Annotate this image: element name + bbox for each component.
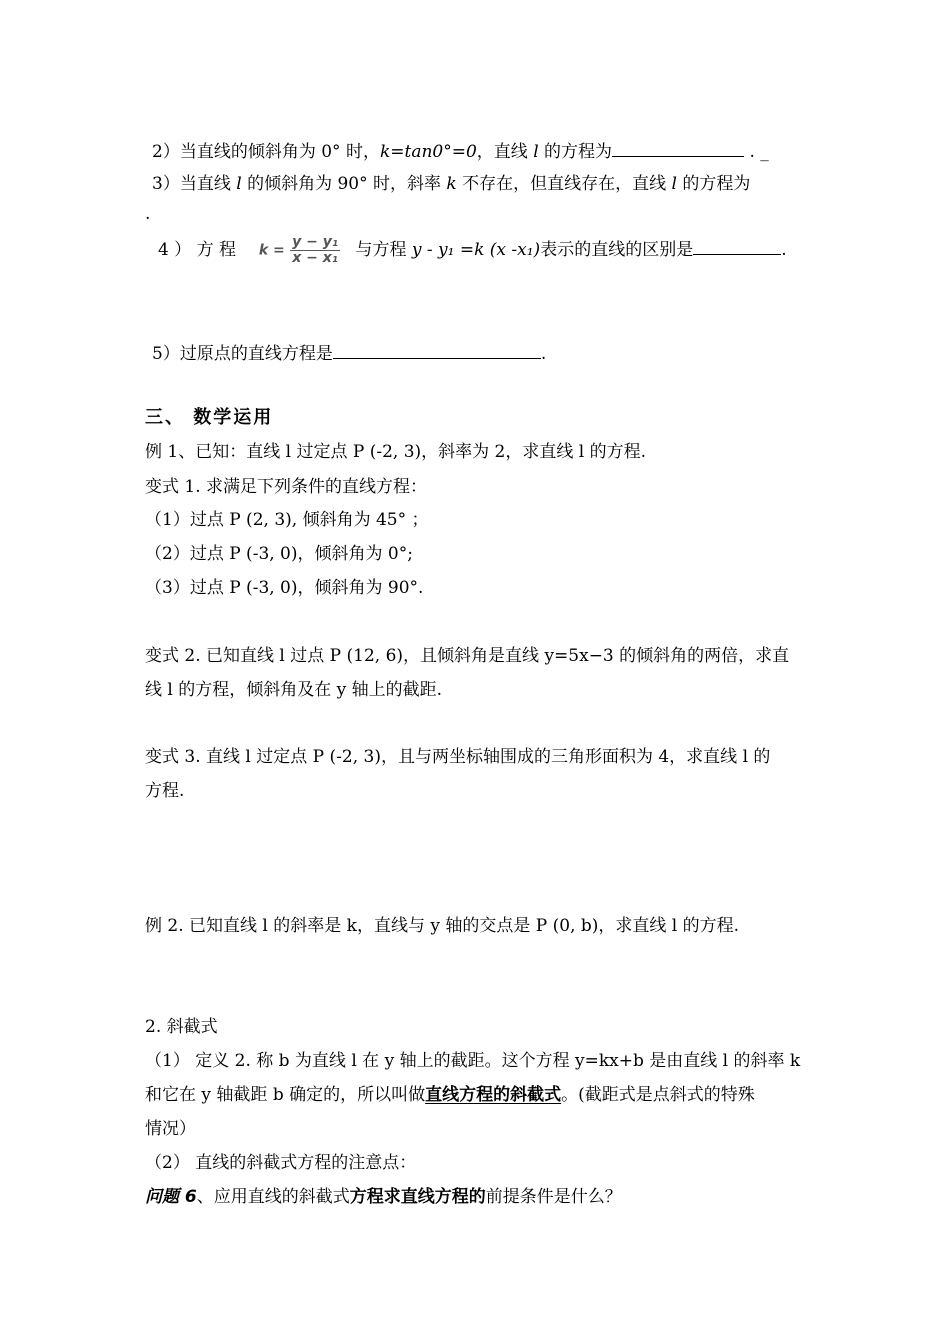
item-3: 3）当直线 l 的倾斜角为 90° 时，斜率 k 不存在，但直线存在，直线 l 的方程为 — [152, 174, 751, 194]
variant-1-b: （2）过点 P (-3, 0)，倾斜角为 0°; — [145, 544, 413, 564]
note-title: （2） 直线的斜截式方程的注意点： — [145, 1153, 417, 1173]
term-slope-intercept: 直线方程的斜截式 — [425, 1085, 562, 1105]
item-5: 5）过原点的直线方程是 . — [152, 340, 546, 366]
item-2: 2）当直线的倾斜角为 0° 时，k=tan0°=0，直线 l 的方程为 . _ — [152, 138, 769, 164]
variant-2-line-1: 变式 2. 已知直线 l 过点 P (12, 6)，且倾斜角是直线 y=5x−3 的倾斜角的两倍，求直 — [145, 646, 790, 666]
slope-intercept-title: 2. 斜截式 — [145, 1017, 218, 1037]
question-6: 问题 6、应用直线的斜截式方程求直线方程的前提条件是什么？ — [145, 1187, 622, 1207]
variant-1-c: （3）过点 P (-3, 0)，倾斜角为 90°. — [145, 578, 424, 598]
item-3-dot: . — [145, 204, 151, 224]
definition-line-3: 情况） — [145, 1119, 196, 1139]
variant-3-line-2: 方程. — [145, 781, 185, 801]
variant-1-title: 变式 1. 求满足下列条件的直线方程： — [145, 477, 428, 497]
example-1: 例 1、已知：直线 l 过定点 P (-2, 3)，斜率为 2，求直线 l 的方程. — [145, 442, 647, 462]
answer-blank[interactable] — [693, 236, 781, 255]
definition-line-2: 和它在 y 轴截距 b 确定的，所以叫做直线方程的斜截式。(截距式是点斜式的特殊 — [145, 1085, 755, 1105]
variant-2-line-2: 线 l 的方程，倾斜角及在 y 轴上的截距. — [145, 680, 443, 700]
example-2: 例 2. 已知直线 l 的斜率是 k，直线与 y 轴的交点是 P (0, b)，求直线 l 的方程. — [145, 916, 740, 936]
variant-1-a: （1）过点 P (2, 3), 倾斜角为 45° ； — [145, 510, 429, 530]
answer-blank[interactable] — [612, 138, 744, 157]
variant-3-line-1: 变式 3. 直线 l 过定点 P (-2, 3)，且与两坐标轴围成的三角形面积为 4，求直线 l 的 — [145, 747, 771, 767]
definition-line-1: （1） 定义 2. 称 b 为直线 l 在 y 轴上的截距。这个方程 y=kx+b 是由直线 l 的斜率 k — [145, 1051, 801, 1071]
slope-fraction: $\frac{\text{y − y₁}}{\text{x − x₁}}$ — [292, 234, 339, 266]
answer-blank[interactable] — [333, 340, 541, 359]
item-4: 4 ） 方 程 k = $\frac{\text{y − y₁}}{\text{x − x₁}}$ 与方程 y - y₁ =k (x -x₁)表示的直线的区别是 . — [158, 234, 787, 266]
section-heading: 三、 数学运用 — [145, 407, 274, 428]
